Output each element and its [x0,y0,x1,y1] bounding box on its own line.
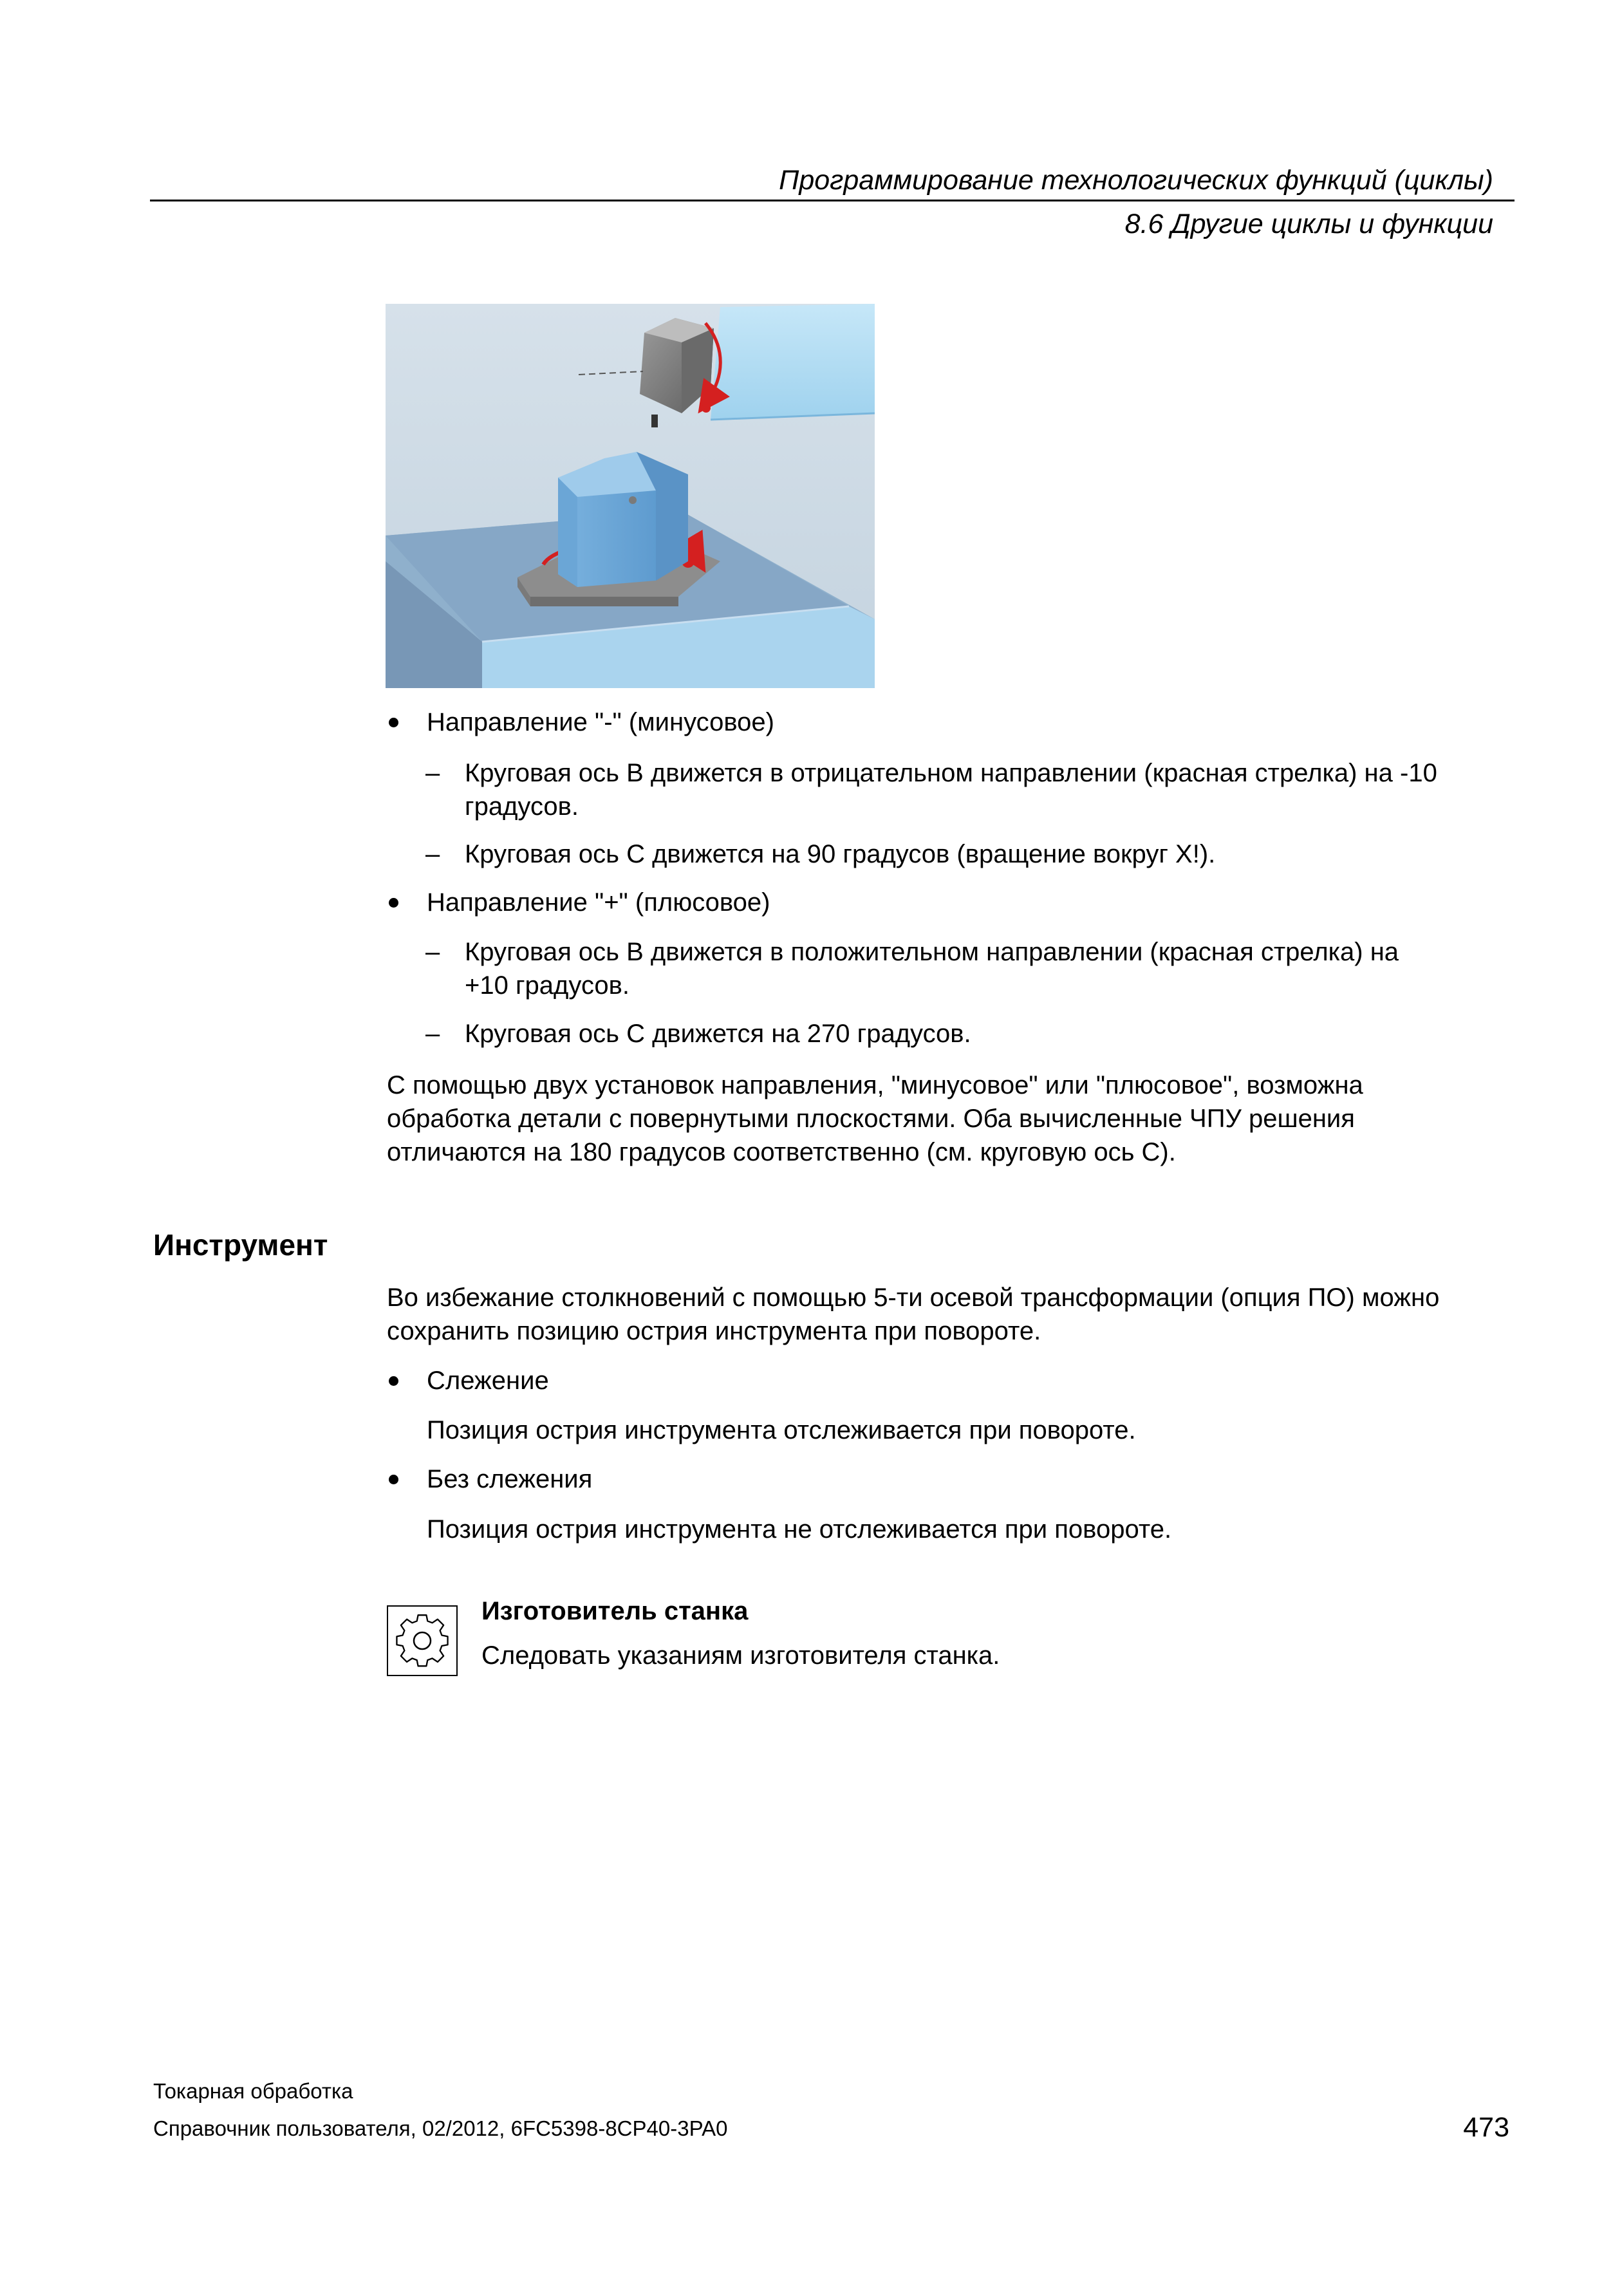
note-text: Следовать указаниям изготовителя станка. [481,1641,1000,1670]
dash-marker: – [425,938,440,966]
header-rule [150,200,1515,201]
direction-plus-label: Направление "+" (плюсовое) [427,888,770,917]
section-heading-tool: Инструмент [153,1228,328,1262]
direction-plus-item-1-line-2: +10 градусов. [465,971,629,1000]
direction-plus-item-1-line-1: Круговая ось B движется в положительном направлении (красная стрелка) на [465,938,1399,966]
bullet-dot [389,1475,398,1484]
summary-line-2: обработка детали с повернутыми плоскостями. Оба вычисленные ЧПУ решения [387,1105,1355,1133]
direction-minus-item-2: Круговая ось C движется на 90 градусов (вращение вокруг X!). [465,840,1216,868]
bullet-dot [389,1376,398,1386]
dash-marker: – [425,1020,440,1048]
tool-option-no-tracking-label: Без слежения [427,1465,593,1493]
gear-icon [387,1605,458,1676]
direction-minus-item-1-line-2: градусов. [465,792,579,821]
summary-line-1: С помощью двух установок направления, "минусовое" или "плюсовое", возможна [387,1071,1363,1099]
note-title: Изготовитель станка [481,1597,749,1625]
direction-minus-item-1-line-1: Круговая ось B движется в отрицательном направлении (красная стрелка) на -10 [465,759,1437,787]
dash-marker: – [425,840,440,868]
bullet-dot [389,898,398,908]
tool-intro-line-1: Во избежание столкновений с помощью 5-ти осевой трансформации (опция ПО) можно [387,1283,1440,1312]
header-title: Программирование технологических функций (циклы) [779,165,1493,196]
machine-illustration [386,304,875,688]
direction-minus-label: Направление "-" (минусовое) [427,708,774,736]
tool-option-tracking-desc: Позиция острия инструмента отслеживается при повороте. [427,1416,1136,1444]
page-number: 473 [1463,2112,1509,2143]
footer-product: Токарная обработка [153,2079,353,2103]
footer-document-info: Справочник пользователя, 02/2012, 6FC5398-8CP40-3PA0 [153,2116,728,2140]
tool-option-no-tracking-desc: Позиция острия инструмента не отслеживается при повороте. [427,1515,1172,1544]
dash-marker: – [425,759,440,787]
summary-line-3: отличаются на 180 градусов соответственно (см. круговую ось C). [387,1138,1176,1166]
direction-plus-item-2: Круговая ось C движется на 270 градусов. [465,1020,971,1048]
tool-intro-line-2: сохранить позицию острия инструмента при повороте. [387,1317,1041,1345]
bullet-dot [389,718,398,727]
tool-option-tracking-label: Слежение [427,1367,549,1395]
header-section: 8.6 Другие циклы и функции [1124,209,1493,239]
